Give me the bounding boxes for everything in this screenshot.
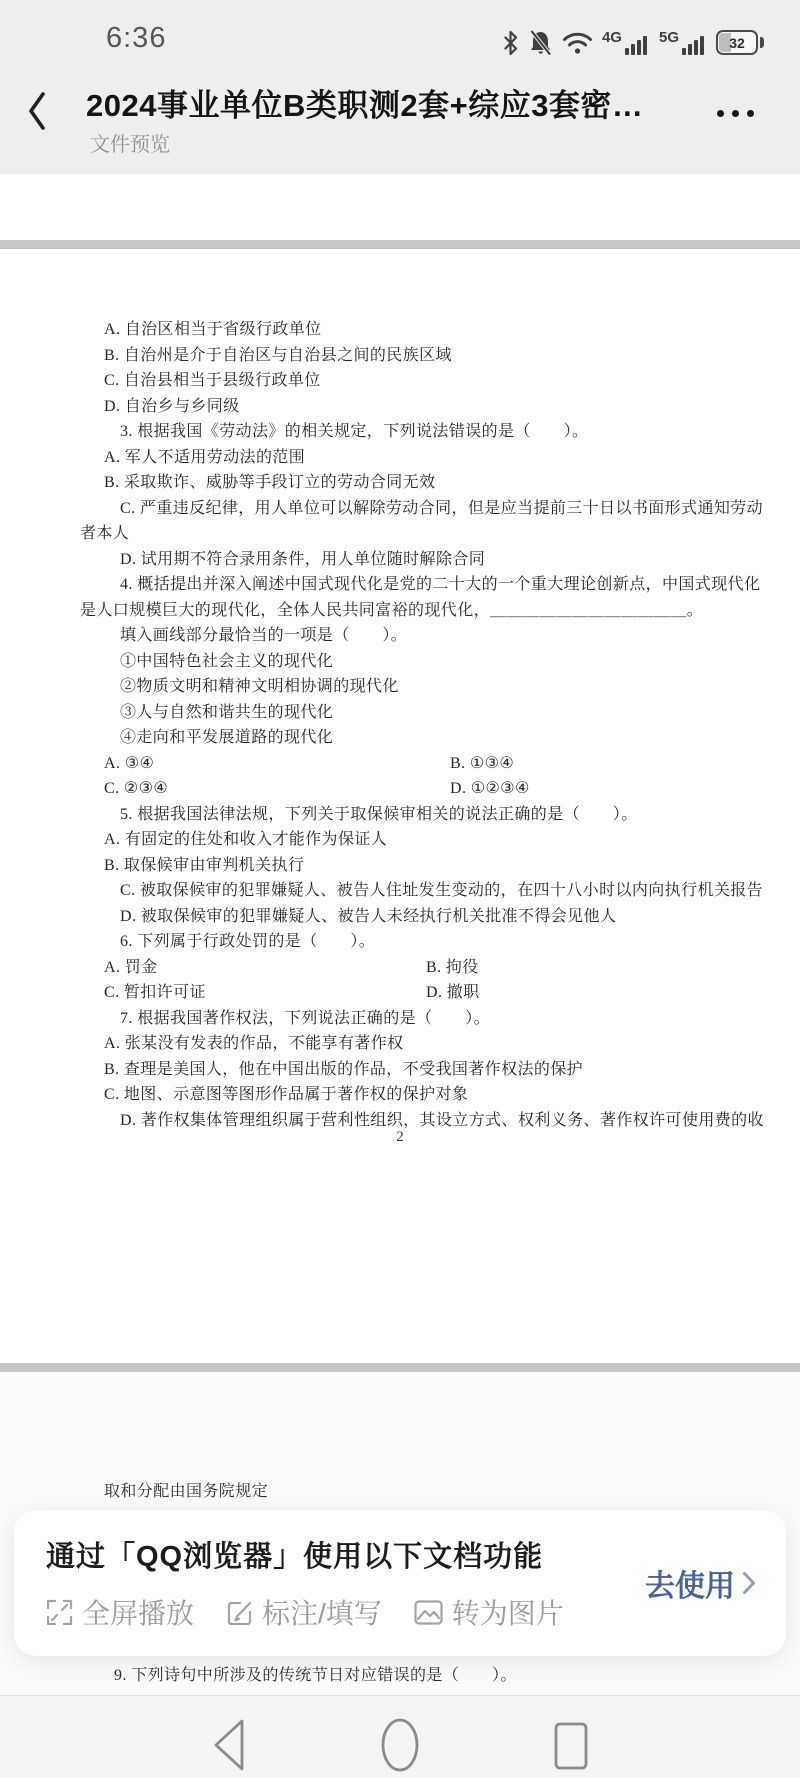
doc-line: 取和分配由国务院规定 [104,1483,269,1500]
feature-label: 全屏播放 [82,1598,195,1629]
annotate-icon [226,1599,253,1626]
doc-line: C. 严重违反纪律，用人单位可以解除劳动合同，但是应当提前三十日以书面形式通知劳动 [120,499,764,517]
doc-line: 4. 概括提出并深入阐述中国式现代化是党的二十大的一个重大理论创新点，中国式现代化 [120,576,761,593]
page-divider [0,240,800,249]
doc-line: B. 取保候审由审判机关执行 [104,856,305,874]
fullscreen-play-button[interactable] [46,1592,194,1632]
doc-line: ①中国特色社会主义的现代化 [120,652,334,670]
promo-card-title: 通过「QQ浏览器」使用以下文档功能 [46,1541,544,1573]
go-use-button[interactable] [645,1561,756,1605]
doc-line: A. 张某没有发表的作品，不能享有著作权 [104,1035,404,1052]
triangle-back-icon [211,1718,245,1772]
doc-line: D. 试用期不符合录用条件，用人单位随时解除合同 [120,550,486,568]
page-number: 2 [396,1129,404,1145]
go-use-label: 去使用 [645,1570,735,1603]
doc-line: D. 著作权集体管理组织属于营利性组织，其设立方式、权利义务、著作权许可使用费的收 [120,1111,764,1129]
document-text [80,317,764,1133]
battery-icon [716,30,764,55]
notifications-muted-icon [528,29,553,56]
doc-line: 5. 根据我国法律法规，下列关于取保候审相关的说法正确的是（ ）。 [120,805,638,823]
doc-line: C. 暂扣许可证 D. 撤职 [104,984,480,1001]
promo-card-features [46,1592,639,1632]
qq-browser-promo-card [14,1510,786,1656]
doc-line: A. 军人不适用劳动法的范围 [104,448,306,466]
square-recents-icon [553,1721,589,1771]
doc-line: 6. 下列属于行政处罚的是（ ）。 [120,933,376,950]
doc-line: 3. 根据我国《劳动法》的相关规定，下列说法错误的是（ ）。 [120,423,589,440]
feature-label: 转为图片 [451,1598,564,1629]
fullscreen-icon [46,1599,73,1626]
doc-line: D. 自治乡与乡同级 [104,397,240,415]
more-menu-button[interactable] [715,104,756,123]
status-icons [502,29,764,56]
signal-bars-icon [682,35,707,55]
doc-line: B. 自治州是介于自治区与自治县之间的民族区域 [104,346,452,364]
bluetooth-icon [502,30,519,56]
doc-line: A. 罚金 B. 拘役 [104,958,479,976]
doc-line: 填入画线部分最恰当的一项是（ ）。 [120,627,408,644]
wifi-icon [562,30,593,55]
doc-line: A. 有固定的住处和收入才能作为保证人 [104,831,388,848]
back-button[interactable] [26,90,48,132]
page-subtitle: 文件预览 [90,134,170,156]
page-divider [0,1363,800,1372]
top-chrome [0,0,800,174]
network-5g [659,30,707,55]
android-navbar [0,1695,800,1778]
doc-line: B. 查理是美国人，他在中国出版的作品，不受我国著作权法的保护 [104,1060,584,1078]
doc-line: ②物质文明和精神文明相协调的现代化 [120,678,399,695]
to-image-icon [414,1600,443,1625]
network-4g-label: 4G [601,29,622,46]
doc-line: ③人与自然和谐共生的现代化 [120,703,334,721]
network-5g-label: 5G [658,29,679,46]
android-recents-button[interactable] [553,1721,589,1771]
network-4g [602,30,650,55]
doc-line: A. 自治区相当于省级行政单位 [104,321,322,338]
doc-line: 者本人 [80,525,130,542]
battery-percent: 32 [729,34,745,51]
android-back-button[interactable] [211,1718,245,1772]
doc-line: B. 采取欺诈、威胁等手段订立的劳动合同无效 [104,474,436,491]
doc-line: D. 被取保候审的犯罪嫌疑人、被告人未经执行机关批准不得会见他人 [120,907,617,925]
feature-label: 标注/填写 [262,1598,382,1629]
doc-line: 9. 下列诗句中所涉及的传统节日对应错误的是（ ）。 [114,1667,517,1684]
signal-bars-icon [625,35,650,55]
chevron-right-icon [742,1571,756,1595]
doc-line: 7. 根据我国著作权法，下列说法正确的是（ ）。 [120,1009,491,1027]
doc-line: C. 自治县相当于县级行政单位 [104,372,321,389]
doc-line: C. 地图、示意图等图形作品属于著作权的保护对象 [104,1086,469,1103]
doc-line: C. ②③④ D. ①②③④ [104,780,530,797]
android-home-button[interactable] [380,1718,420,1772]
doc-line: ④走向和平发展道路的现代化 [120,729,334,746]
circle-home-icon [380,1718,420,1772]
more-dots-icon [717,110,724,117]
doc-line: C. 被取保候审的犯罪嫌疑人、被告人住址发生变动的，在四十八小时以内向执行机关报告 [120,882,764,899]
status-time: 6:36 [106,22,167,54]
annotate-fill-button[interactable] [226,1592,382,1632]
convert-to-image-button[interactable] [414,1592,564,1632]
doc-line: A. ③④ B. ①③④ [104,754,515,772]
doc-line: 是人口规模巨大的现代化，全体人民共同富裕的现代化，＿＿＿＿＿＿＿＿＿＿＿＿。 [80,601,704,619]
page-title: 2024事业单位B类职测2套+综应3套密… [86,88,644,123]
document-page-2[interactable] [0,249,800,1363]
document-page-1-bottom[interactable] [0,174,800,240]
chevron-left-icon [26,90,48,132]
